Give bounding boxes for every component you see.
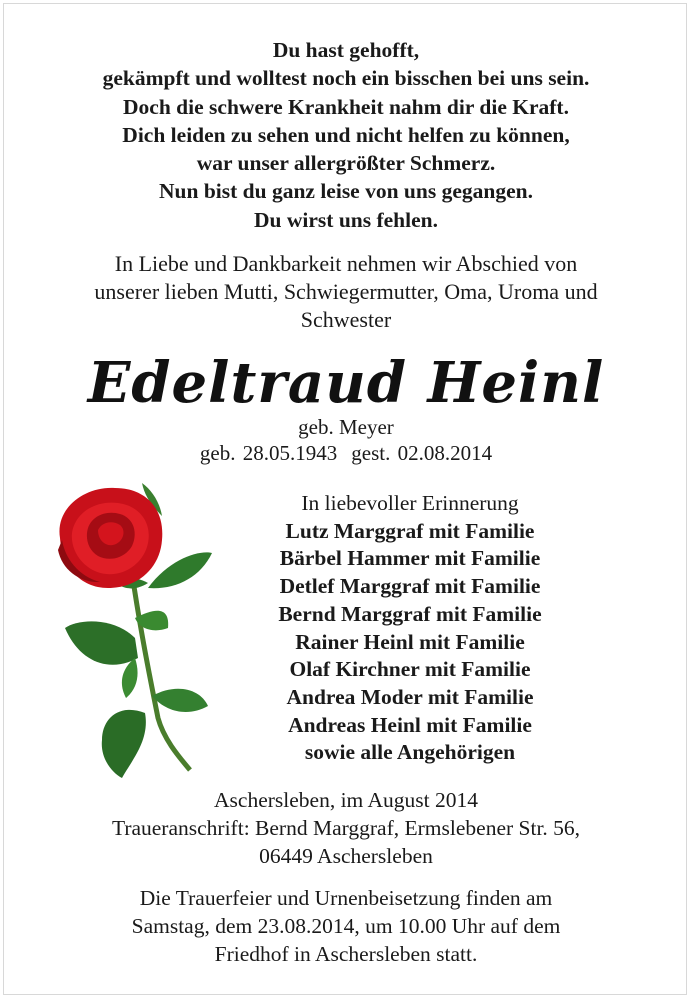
poem-line: Du hast gehofft, bbox=[272, 38, 420, 62]
service-line: Friedhof in Aschersleben statt. bbox=[214, 942, 478, 966]
poem-line: Nun bist du ganz leise von uns gegangen. bbox=[159, 179, 533, 204]
intro-line: In Liebe und Dankbarkeit nehmen wir Abschied von bbox=[114, 251, 578, 276]
birth-name: geb. Meyer bbox=[298, 415, 394, 439]
memorial-poem bbox=[0, 36, 692, 234]
mourner-entry: Olaf Kirchner mit Familie bbox=[289, 657, 531, 682]
mourner-entry: Lutz Marggraf mit Familie bbox=[285, 518, 535, 543]
poem-line: Du wirst uns fehlen. bbox=[254, 207, 438, 232]
service-line: Samstag, dem 23.08.2014, um 10.00 Uhr auf dem bbox=[131, 914, 561, 938]
death-date: gest. 02.08.2014 bbox=[351, 441, 493, 465]
mourner-entry: Andreas Heinl mit Familie bbox=[288, 712, 532, 737]
mourning-address: Traueranschrift: Bernd Marggraf, Ermslebener Str. 56, bbox=[111, 816, 581, 840]
rose-leaf bbox=[152, 689, 208, 712]
poem-line: gekämpft und wolltest noch ein bisschen bei uns sein. bbox=[102, 66, 590, 91]
mourner-entry: Andrea Moder mit Familie bbox=[286, 684, 534, 709]
life-dates bbox=[0, 440, 692, 466]
funeral-service-info bbox=[0, 884, 692, 968]
mourner-entry: Bärbel Hammer mit Familie bbox=[279, 546, 541, 571]
rose-image bbox=[40, 478, 230, 783]
poem-line: war unser allergrößter Schmerz. bbox=[196, 151, 496, 176]
mourners-list bbox=[230, 490, 590, 767]
farewell-intro bbox=[0, 250, 692, 334]
rose-leaf bbox=[65, 621, 138, 664]
rose-leaf bbox=[102, 710, 146, 778]
intro-line: Schwester bbox=[300, 307, 392, 332]
place-and-address bbox=[0, 786, 692, 870]
place-date: Aschersleben, im August 2014 bbox=[214, 788, 478, 812]
mourner-entry: Bernd Marggraf mit Familie bbox=[278, 601, 542, 626]
rose-leaf bbox=[122, 658, 138, 698]
poem-line: Doch die schwere Krankheit nahm dir die Kraft. bbox=[123, 94, 569, 119]
mourner-entry: sowie alle Angehörigen bbox=[304, 740, 516, 765]
deceased-name: Edeltraud Heinl bbox=[87, 350, 605, 416]
mourners-intro: In liebevoller Erinnerung bbox=[301, 491, 519, 515]
postal-city: 06449 Aschersleben bbox=[259, 844, 433, 868]
mourner-entry: Detlef Marggraf mit Familie bbox=[279, 574, 541, 599]
service-line: Die Trauerfeier und Urnenbeisetzung finden am bbox=[139, 886, 553, 910]
mourner-entry: Rainer Heinl mit Familie bbox=[295, 629, 525, 654]
intro-line: unserer lieben Mutti, Schwiegermutter, Oma, Uroma und bbox=[94, 279, 598, 304]
poem-line: Dich leiden zu sehen und nicht helfen zu können, bbox=[122, 122, 570, 147]
birth-date: geb. 28.05.1943 bbox=[199, 441, 338, 465]
